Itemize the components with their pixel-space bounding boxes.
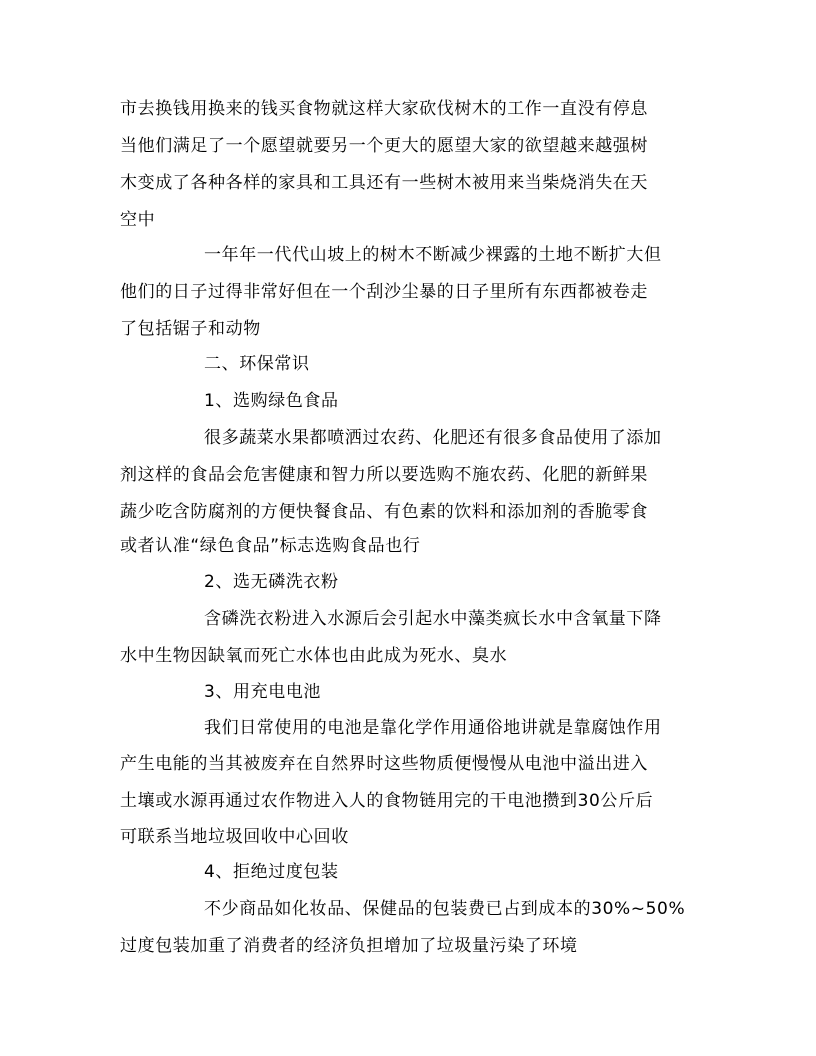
subsection-heading: 4、拒绝过度包装 [204,862,339,882]
subsection-heading: 2、选无磷洗衣粉 [204,572,339,592]
subsection-heading: 1、选购绿色食品 [204,391,339,411]
paragraph-line: 产生电能的当其被废弃在自然界时这些物质便慢慢从电池中溢出进入 [120,754,648,774]
paragraph-line: 了包括锯子和动物 [120,319,261,339]
paragraph-line: 当他们满足了一个愿望就要另一个更大的愿望大家的欲望越来越强树 [120,136,648,156]
paragraph-line: 市去换钱用换来的钱买食物就这样大家砍伐树木的工作一直没有停息 [120,99,648,119]
paragraph-line: 我们日常使用的电池是靠化学作用通俗地讲就是靠腐蚀作用 [204,718,662,738]
paragraph-line: 空中 [120,210,156,230]
paragraph-line: 很多蔬菜水果都喷洒过农药、化肥还有很多食品使用了添加 [204,428,662,448]
paragraph-line: 木变成了各种各样的家具和工具还有一些树木被用来当柴烧消失在天 [120,173,648,193]
paragraph-line: 土壤或水源再通过农作物进入人的食物链用完的干电池攒到30公斤后 [120,791,654,811]
paragraph-line: 可联系当地垃圾回收中心回收 [120,827,349,847]
paragraph-line: 不少商品如化妆品、保健品的包装费已占到成本的30%~50% [204,899,686,919]
paragraph-line: 水中生物因缺氧而死亡水体也由此成为死水、臭水 [120,646,508,666]
paragraph-line: 含磷洗衣粉进入水源后会引起水中藻类疯长水中含氧量下降 [204,609,662,629]
subsection-heading: 3、用充电电池 [204,682,322,702]
paragraph-line: 或者认准“绿色食品”标志选购食品也行 [120,536,421,556]
paragraph-line: 蔬少吃含防腐剂的方便快餐食品、有色素的饮料和添加剂的香脆零食 [120,502,648,522]
paragraph-line: 剂这样的食品会危害健康和智力所以要选购不施农药、化肥的新鲜果 [120,465,648,485]
section-heading: 二、环保常识 [204,354,310,374]
paragraph-line: 他们的日子过得非常好但在一个刮沙尘暴的日子里所有东西都被卷走 [120,282,648,302]
paragraph-line: 过度包装加重了消费者的经济负担增加了垃圾量污染了环境 [120,936,578,956]
paragraph-line: 一年年一代代山坡上的树木不断减少裸露的土地不断扩大但 [204,245,662,265]
